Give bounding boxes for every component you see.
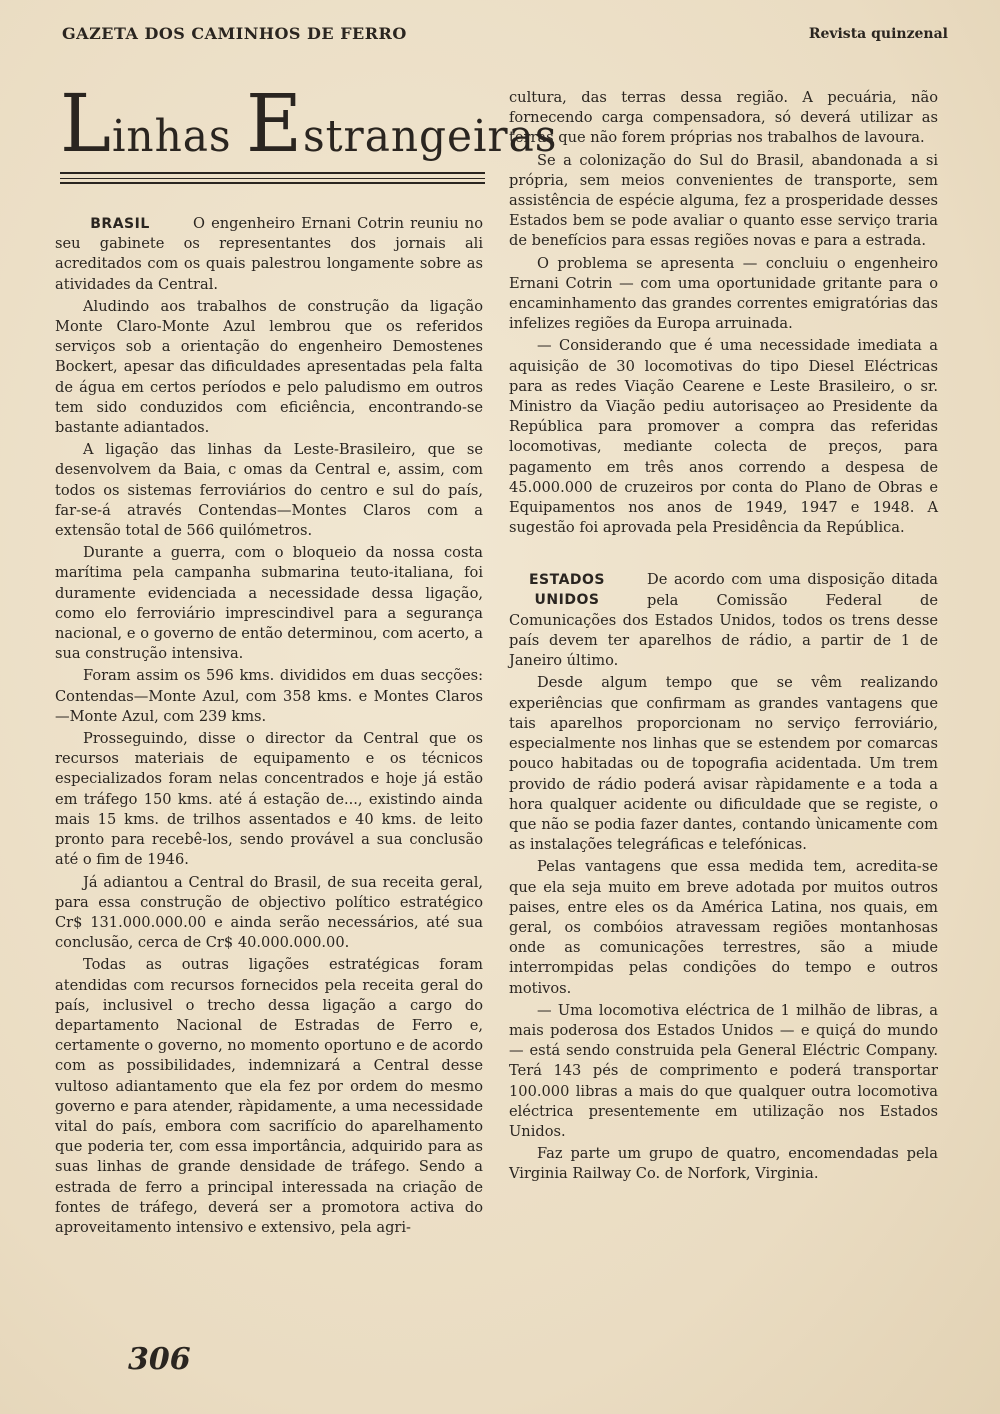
article-title-block: [60, 77, 558, 188]
paragraph: Desde algum tempo que se vêm realizando experiências que confirmam as grandes vantagens que tais aparelhos proporcionam no serviço ferroviário, especialmente nos linhas que se estendem por comarcas pouco habitadas ou de topografia acidentada. Um trem provido de rádio poderá avisar ràpidamente e a toda a hora qualquer acidente ou dificuldade que se registe, o que não se podia fazer dantes, contando ùnicamente com as instalações telegráficas e telefónicas.: [509, 674, 938, 854]
paragraph: cultura, das terras dessa região. A pecuária, não fornecendo carga compensadora, só deverá utilizar as terras que não forem próprias nos trabalhos de lavoura.: [509, 89, 938, 147]
paragraph: Faz parte um grupo de quatro, encomendadas pela Virginia Railway Co. de Norfork, Virginia.: [509, 1145, 938, 1183]
paragraph: Prosseguindo, disse o director da Central que os recursos materiais de equipamento e os técnicos especializados foram nelas concentrados e hoje já estão em tráfego 150 kms. até á estação de..., existindo ainda mais 15 kms. de trilhos assentados e 40 kms. de leito pronto para recebê-los, sendo provável a sua conclusão até o fim de 1946.: [55, 730, 483, 869]
title-initial-e: E: [245, 77, 303, 170]
paragraph: Pelas vantagens que essa medida tem, acredita-se que ela seja muito em breve adotada por muitos outros paises, entre eles os da América Latina, nos quais, em geral, os combóios atravessam regiões montanhosas onde as comunicações terrestres, são a miude interrompidas pelas condições do tempo e outros motivos.: [509, 858, 938, 997]
paragraph: Já adiantou a Central do Brasil, de sua receita geral, para essa construção de objectivo político estratégico Cr$ 131.000.000.00 e ainda serão necessários, até sua conclusão, cerca de Cr$ 40.000.000.00.: [55, 873, 483, 952]
title-word-estrangeiras: strangeiras: [302, 111, 558, 162]
paragraph: Foram assim os 596 kms. divididos em duas secções: Contendas—Monte Azul, com 358 kms. e Montes Claros—Monte Azul, com 239 kms.: [55, 667, 483, 725]
title-initial-l: L: [60, 77, 112, 170]
title-word-linhas: inhas: [111, 111, 232, 162]
paragraph: — Considerando que é uma necessidade imediata a aquisição de 30 locomotivas do tipo Diesel Eléctricas para as redes Viação Cearene e Leste Brasileiro, o sr. Ministro da Viação pediu autorisaçeo ao Presidente da República para promover a compra das referidas locomotivas, mediante colecta de preços, para pagamento em três anos correndo a despesa de 45.000.000 de cruzeiros por conta do Plano de Obras e Equipamentos nos anos de 1949, 1947 e 1948. A sugestão foi aprovada pela Presidência da República.: [509, 337, 938, 537]
journal-frequency: Revista quinzenal: [808, 26, 948, 42]
section-head-line-1: ESTADOS: [528, 572, 606, 589]
paragraph: Aludindo aos trabalhos de construção da ligação Monte Claro-Monte Azul lembrou que os referidos serviços sob a orientação do engenheiro Demostenes Bockert, apesar das dificuldades apresentadas pela falta de água em certos períodos e pelo paludismo em outros tem sido conduzidos com eficiência, encontrando-se bastante adiantados.: [55, 297, 483, 437]
article-title: [60, 77, 558, 170]
section-head-estados-unidos: [509, 570, 625, 610]
paragraph: Se a colonização do Sul do Brasil, abandonada a si própria, sem meios convenientes de transporte, sem assistência de espécie alguma, fez a prosperidade desses Estados bem se pode avaliar o quanto esse serviço traria de benefícios para essas regiões novas e para a estrada.: [509, 151, 938, 250]
paragraph: O problema se apresenta — concluiu o engenheiro Ernani Cotrin — com uma oportunidade gritante para o encaminhamento das grandes correntes emigratórias das infelizes regiões da Europa arruinada.: [509, 254, 938, 333]
paragraph: De acordo com uma disposição ditada pela Comissão Federal de Comunicações dos Estados Unidos, todos os trens desse país devem ter aparelhos de rádio, a partir de 1 de Janeiro último.: [509, 571, 938, 670]
title-rule-bottom: [60, 182, 485, 184]
right-column: [509, 88, 938, 1187]
section-head-brasil: BRASIL: [90, 216, 150, 232]
paragraph: Todas as outras ligações estratégicas foram atendidas com recursos fornecidos pela receita geral do país, inclusivel o trecho dessa ligação a cargo do departamento Nacional de Estradas de Ferro e, certamente o governo, no momento oportuno e de acordo com as possibilidades, indemnizará a Central desse vultoso adiantamento que ela fez por ordem do mesmo governo e para atender, ràpidamente, a uma necessidade vital do país, embora com sacrifício do aparelhamento que poderia ter, com essa importância, adquirido para as suas linhas de grande densidade de tráfego. Sendo a estrada de ferro a principal interessada na criação de fontes de tráfego, deverá ser a promotora activa do aproveitamento intensivo e extensivo, pela agri-: [55, 956, 483, 1236]
paragraph: Durante a guerra, com o bloqueio da nossa costa marítima pela campanha submarina teuto-italiana, foi duramente evidenciada a necessidade dessa ligação, como elo ferroviário imprescindivel para a segurança nacional, e o governo de então determinou, com acerto, a sua construção intensiva.: [55, 544, 483, 663]
journal-title: GAZETA DOS CAMINHOS DE FERRO: [62, 24, 407, 43]
section-spacer: [509, 540, 938, 570]
paragraph: O engenheiro Ernani Cotrin reuniu no seu gabinete os representantes dos jornais ali acreditados com os quais palestrou longamente sobre as atividades da Central.: [55, 215, 483, 293]
left-column: [55, 214, 483, 1240]
title-rule-top: [60, 172, 485, 174]
paragraph: A ligação das linhas da Leste-Brasileiro, que se desenvolvem da Baia, c omas da Central e, assim, com todos os sistemas ferroviários do centro e sul do país, far-se-á através Contendas—Montes Claros com a extensão total de 566 quilómetros.: [55, 441, 483, 540]
title-rule-middle: [60, 178, 485, 179]
page-number: 306: [128, 1342, 191, 1377]
section-head-line-2: UNIDOS: [534, 592, 600, 609]
paragraph: — Uma locomotiva eléctrica de 1 milhão de libras, a mais poderosa dos Estados Unidos — e quiçá do mundo — está sendo construida pela General Eléctric Company. Terá 143 pés de comprimento e poderá transportar 100.000 libras a mais do que qualquer outra locomotiva eléctrica presentemente em utilização nos Estados Unidos.: [509, 1001, 938, 1140]
running-header: [62, 24, 948, 52]
